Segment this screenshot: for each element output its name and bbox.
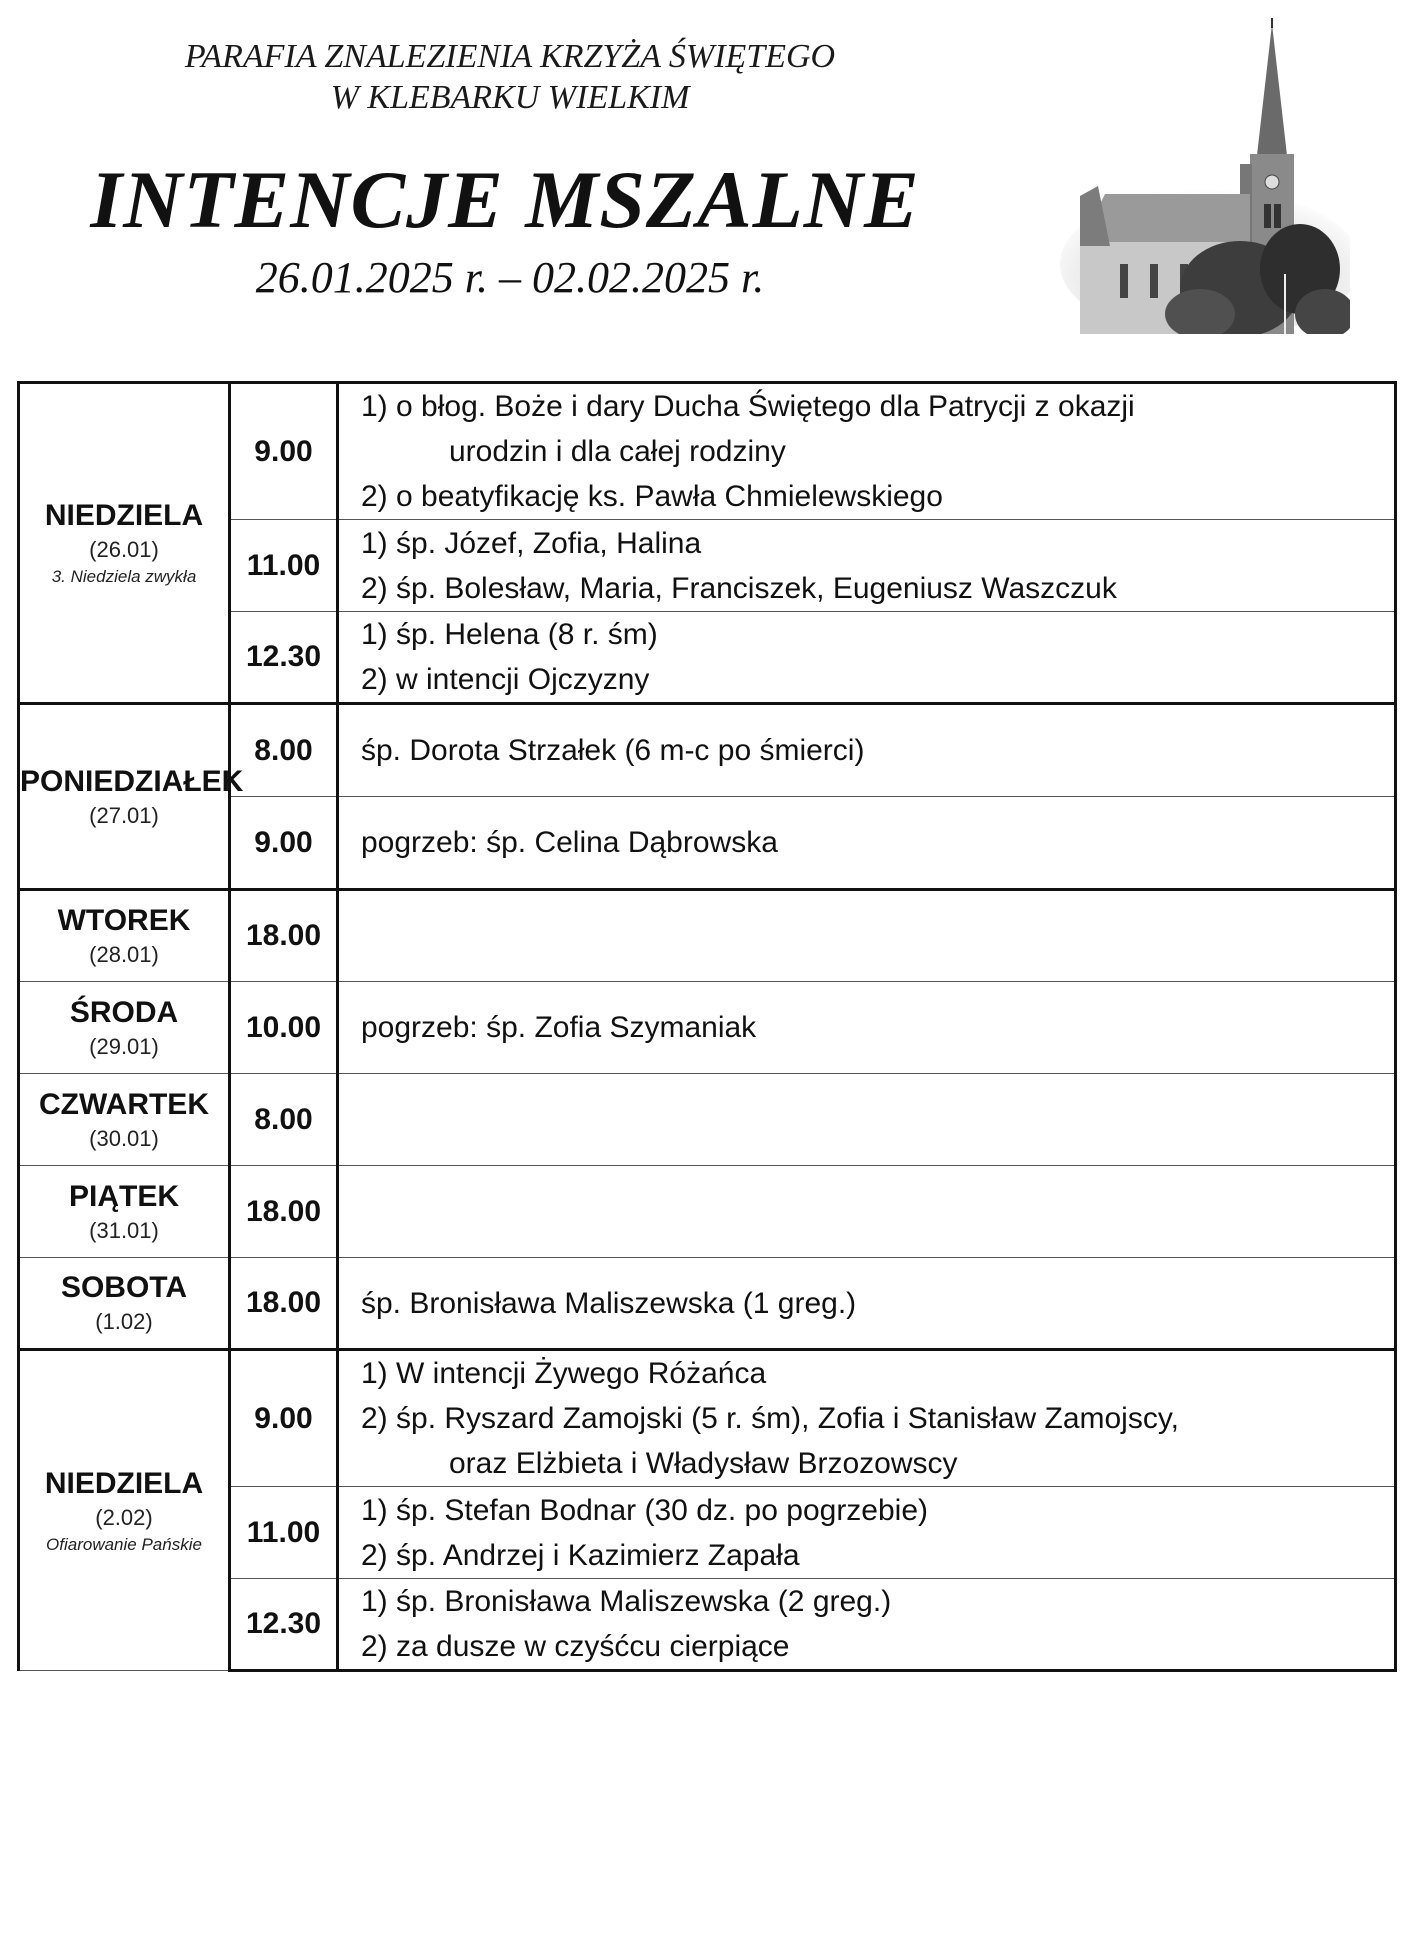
intention-cell — [338, 383, 1396, 520]
intention-cell — [338, 1166, 1396, 1258]
day-date: (27.01) — [89, 802, 159, 828]
mass-time: 18.00 — [230, 1166, 338, 1258]
day-date: (26.01) — [89, 537, 159, 562]
parish-name — [60, 36, 960, 118]
intention-cell — [338, 612, 1396, 704]
mass-time: 8.00 — [230, 1074, 338, 1166]
day-name: PIĄTEK — [68, 1179, 179, 1213]
day-cell — [19, 383, 230, 704]
mass-time: 11.00 — [230, 520, 338, 612]
intention-line: 2) w intencji Ojczyzny — [361, 663, 650, 696]
day-note: Ofiarowanie Pańskie — [46, 1534, 202, 1554]
intention-line: 1) śp. Bronisława Maliszewska (2 greg.) — [361, 1585, 892, 1618]
mass-time: 12.30 — [230, 1579, 338, 1671]
day-name: ŚRODA — [69, 995, 179, 1029]
intention-cell — [338, 1487, 1396, 1579]
day-name: SOBOTA — [60, 1271, 188, 1304]
intention-cell — [338, 1350, 1396, 1487]
table-row — [19, 383, 1396, 520]
mass-time: 8.00 — [230, 704, 338, 797]
intention-line: oraz Elżbieta i Władysław Brzozowscy — [449, 1447, 958, 1480]
intention-line: śp. Bronisława Maliszewska (1 greg.) — [361, 1286, 857, 1320]
intention-cell — [338, 1579, 1396, 1671]
mass-time: 12.30 — [230, 612, 338, 704]
date-range: 26.01.2025 r. – 02.02.2025 r. — [255, 253, 765, 302]
table-row — [19, 1258, 1396, 1350]
day-date: (2.02) — [95, 1504, 153, 1530]
church-illustration — [1060, 14, 1350, 334]
day-date: (29.01) — [89, 1033, 159, 1059]
day-name: NIEDZIELA — [44, 499, 204, 532]
day-name: PONIEDZIAŁEK — [20, 764, 244, 798]
intention-cell — [338, 520, 1396, 612]
intention-line: 2) o beatyfikację ks. Pawła Chmielewskiego — [361, 480, 943, 513]
intention-line: urodzin i dla całej rodziny — [449, 435, 786, 468]
day-date: (30.01) — [89, 1125, 159, 1151]
intention-cell — [338, 982, 1396, 1074]
parish-name-line1: PARAFIA ZNALEZIENIA KRZYŻA ŚWIĘTEGO — [184, 38, 836, 75]
day-name: WTOREK — [57, 904, 191, 937]
mass-time: 9.00 — [230, 383, 338, 520]
intention-line: 1) śp. Stefan Bodnar (30 dz. po pogrzebie) — [361, 1493, 929, 1527]
table-row — [19, 1166, 1396, 1258]
table-row — [19, 982, 1396, 1074]
mass-intentions-table — [17, 381, 1397, 1672]
day-date: (1.02) — [95, 1309, 153, 1334]
intention-line: śp. Dorota Strzałek (6 m-c po śmierci) — [361, 734, 865, 767]
intention-cell — [338, 797, 1396, 890]
day-date: (31.01) — [89, 1217, 159, 1243]
intention-cell — [338, 890, 1396, 982]
table-row — [19, 1350, 1396, 1487]
mass-time: 10.00 — [230, 982, 338, 1074]
day-cell — [19, 1350, 230, 1671]
mass-time: 18.00 — [230, 890, 338, 982]
day-name: CZWARTEK — [39, 1087, 209, 1121]
day-cell — [19, 1074, 230, 1166]
day-cell — [19, 1258, 230, 1350]
intention-line: 1) śp. Józef, Zofia, Halina — [361, 526, 702, 560]
day-cell — [19, 704, 244, 890]
table-row — [19, 890, 1396, 982]
intention-cell — [338, 1074, 1396, 1166]
day-cell — [19, 982, 230, 1074]
intention-line: 2) śp. Andrzej i Kazimierz Zapała — [361, 1538, 800, 1572]
table-row — [19, 1074, 1396, 1166]
day-cell — [19, 890, 230, 982]
intention-line: 2) za dusze w czyśćcu cierpiące — [361, 1630, 790, 1663]
intention-cell — [338, 1258, 1396, 1350]
mass-time: 18.00 — [230, 1258, 338, 1350]
intention-line: 1) śp. Helena (8 r. śm) — [361, 618, 658, 651]
parish-name-line2: W KLEBARKU WIELKIM — [330, 79, 690, 116]
intention-line: 1) o błog. Boże i dary Ducha Świętego dla Patrycji z okazji — [361, 390, 1135, 423]
day-name: NIEDZIELA — [44, 1466, 204, 1500]
mass-time: 9.00 — [230, 797, 338, 890]
intention-cell — [338, 704, 1396, 797]
intention-line: pogrzeb: śp. Zofia Szymaniak — [361, 1011, 757, 1044]
page-header — [0, 0, 1413, 370]
intention-line: 2) śp. Ryszard Zamojski (5 r. śm), Zofia i Stanisław Zamojscy, — [361, 1402, 1179, 1435]
intention-line: 1) W intencji Żywego Różańca — [361, 1357, 767, 1390]
day-cell — [19, 1166, 230, 1258]
day-date: (28.01) — [89, 942, 159, 967]
page-title: INTENCJE MSZALNE — [90, 154, 920, 245]
mass-time: 9.00 — [230, 1350, 338, 1487]
intention-line: 2) śp. Bolesław, Maria, Franciszek, Eugeniusz Waszczuk — [361, 571, 1117, 605]
mass-time: 11.00 — [230, 1487, 338, 1579]
table-row — [19, 704, 1396, 797]
day-note: 3. Niedziela zwykła — [51, 567, 197, 586]
intention-line: pogrzeb: śp. Celina Dąbrowska — [361, 826, 778, 859]
